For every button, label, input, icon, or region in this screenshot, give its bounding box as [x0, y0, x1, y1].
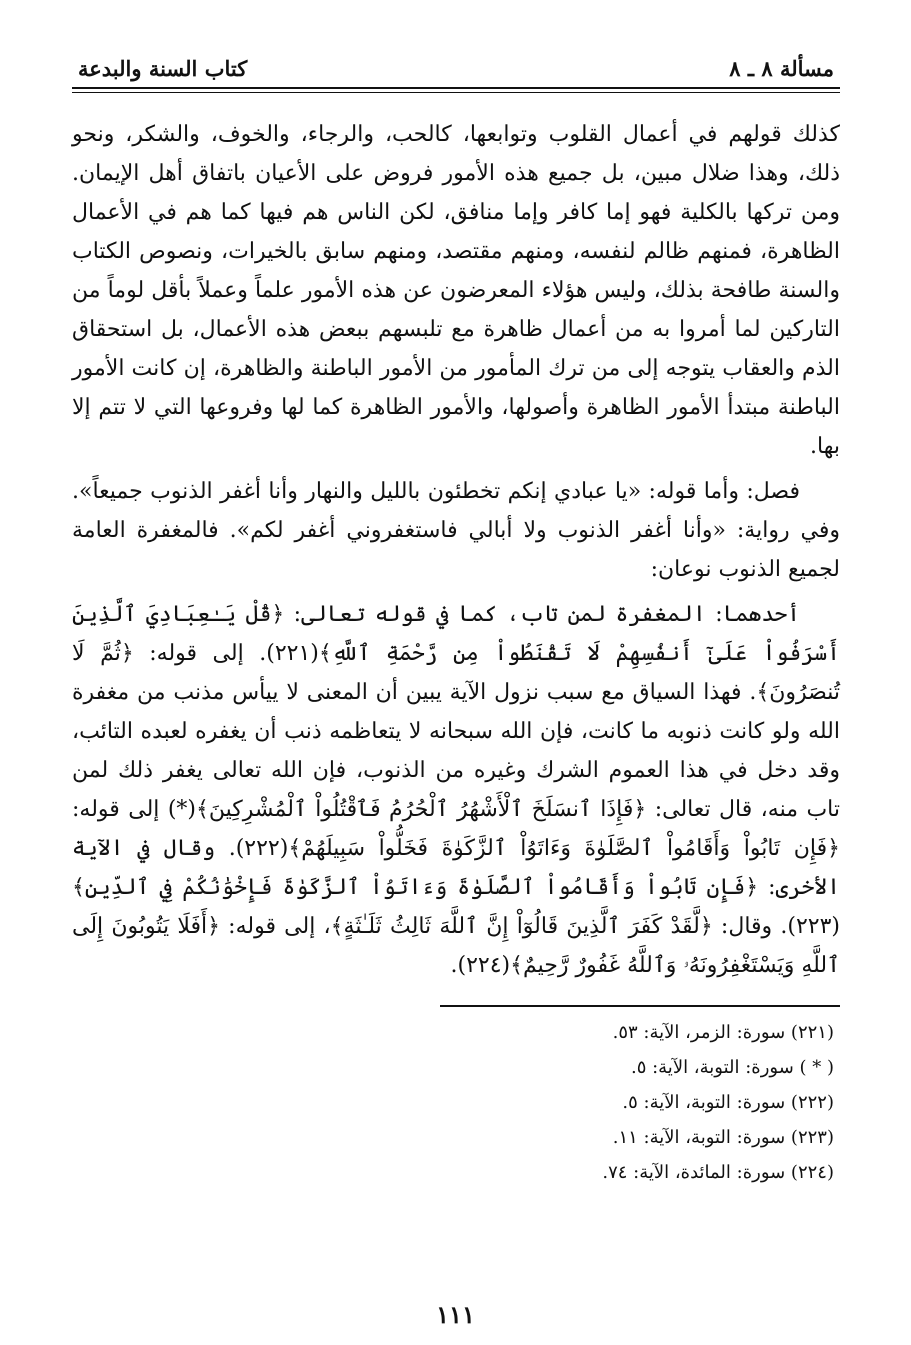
footnote-separator	[440, 1005, 840, 1007]
paragraph: فصل: وأما قوله: «يا عبادي إنكم تخطئون بالليل والنهار وأنا أغفر الذنوب جميعاً». وفي رواية: «وأنا أغفر الذنوب ولا أبالي فاستغفروني أغفر لكم». فالمغفرة العامة لجميع الذنوب نوعان:	[72, 479, 840, 582]
footnote: (٢٢٢) سورة: التوبة، الآية: ٥.	[622, 1092, 834, 1113]
header-rule	[72, 87, 840, 93]
paragraph: كذلك قولهم في أعمال القلوب وتوابعها، كالحب، والرجاء، والخوف، والشكر، ونحو ذلك، وهذا ضلال مبين، بل جميع هذه الأمور فروض على الأعيان باتفاق أهل الإيمان. ومن تركها بالكلية فهو إما كافر وإما منافق، لكن الناس هم فيها كما هم في الأعمال الظاهرة، فمنهم ظالم لنفسه، ومنهم مقتصد، ومنهم سابق بالخيرات، ونصوص الكتاب والسنة طافحة بذلك، وليس هؤلاء المعرضون عن هذه الأمور علماً وعملاً بأقل لوماً من التاركين لما أمروا به من أعمال ظاهرة مع تلبسهم ببعض هذه الأعمال، بل استحقاق الذم والعقاب يتوجه إلى من ترك المأمور من الأمور الباطنة والظاهرة، إن كانت الأمور الباطنة مبتدأ الأمور الظاهرة وأصولها، والأمور الظاهرة كما لها وفروعها التي لا تتم إلا بها.	[72, 122, 840, 459]
running-header	[72, 56, 840, 87]
paragraph: أحدهما: المغفرة لمن تاب، كما في قوله تعالى: ﴿قُلْ يَـٰعِبَادِيَ ٱلَّذِينَ أَسْرَفُواْ عَلَىٰٓ أَنفُسِهِمْ لَا تَقْنَطُواْ مِن رَّحْمَةِ ٱللَّهِ﴾(٢٢١). إلى قوله: ﴿ثُمَّ لَا تُنصَرُونَ﴾. فهذا السياق مع سبب نزول الآية يبين أن المعنى لا ييأس مذنب من مغفرة الله ولو كانت ذنوبه ما كانت، فإن الله سبحانه لا يتعاظمه ذنب أن يغفره لعبده التائب، وقد دخل في هذا العموم الشرك وغيره من الذنوب، فإن الله تعالى يغفر ذلك لمن تاب منه، قال تعالى: ﴿فَإِذَا ٱنسَلَخَ ٱلْأَشْهُرُ ٱلْحُرُمُ فَٱقْتُلُواْ ٱلْمُشْرِكِينَ﴾(*) إلى قوله: ﴿فَإِن تَابُواْ وَأَقَامُواْ ٱلصَّلَوٰةَ وَءَاتَوُاْ ٱلزَّكَوٰةَ فَخَلُّواْ سَبِيلَهُمْ﴾(٢٢٢). وقال في الآية الأخرى: ﴿فَإِن تَابُواْ وَأَقَامُواْ ٱلصَّلَوٰةَ وَءَاتَوُاْ ٱلزَّكَوٰةَ فَإِخْوَٰنُكُمْ فِي ٱلدِّينِ﴾(٢٢٣). وقال: ﴿لَّقَدْ كَفَرَ ٱلَّذِينَ قَالُوٓاْ إِنَّ ٱللَّهَ ثَالِثُ ثَلَـٰثَةٍ﴾، إلى قوله: ﴿أَفَلَا يَتُوبُونَ إِلَى ٱللَّهِ وَيَسْتَغْفِرُونَهُۥ وَٱللَّهُ غَفُورٌ رَّحِيمٌ﴾(٢٢٤).	[72, 602, 840, 978]
footnotes	[72, 1015, 840, 1190]
footnote: ( * ) سورة: التوبة، الآية: ٥.	[630, 1057, 834, 1078]
footnote: (٢٢٣) سورة: التوبة، الآية: ١١.	[612, 1127, 834, 1148]
page-number: ١١١	[436, 1300, 475, 1329]
book-title: كتاب السنة والبدعة	[78, 56, 248, 81]
book-page	[72, 56, 840, 1190]
section-label: مسألة ٨ ـ ٨	[729, 56, 834, 81]
main-text	[72, 115, 840, 985]
footnote: (٢٢٤) سورة: المائدة، الآية: ٧٤.	[602, 1162, 834, 1183]
footnote: (٢٢١) سورة: الزمر، الآية: ٥٣.	[612, 1022, 834, 1043]
